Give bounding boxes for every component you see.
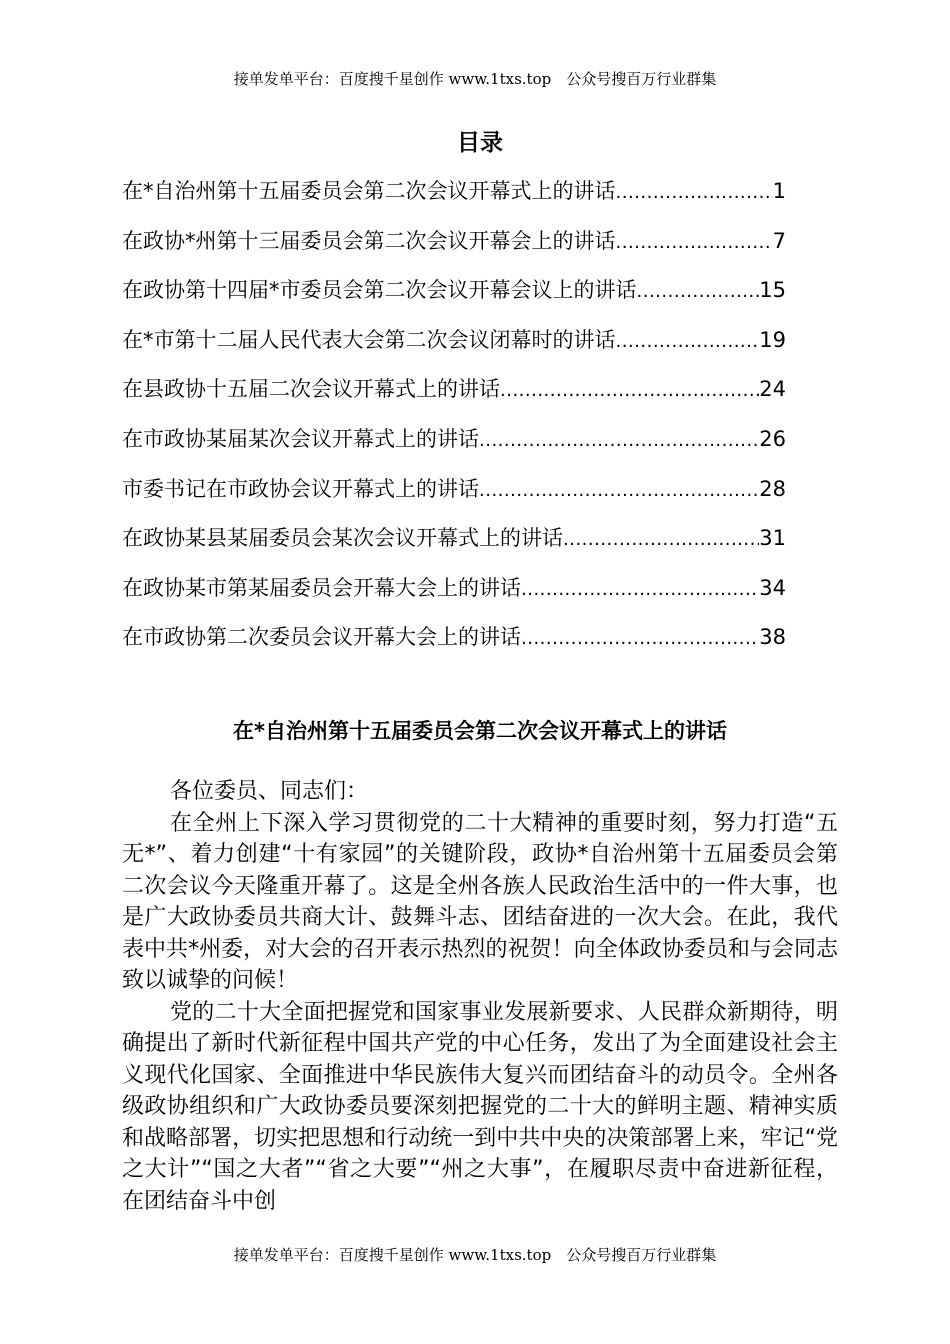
toc-entry-title: 在政协第十四届*市委员会第二次会议开幕会议上的讲话 [122, 278, 637, 303]
toc-entry-page: 19 [759, 327, 786, 352]
toc-dot-leader [616, 220, 773, 266]
toc-entry-page: 7 [772, 228, 786, 253]
toc-dot-leader [563, 517, 759, 563]
toc-dot-leader [637, 269, 760, 315]
page-footer: 接单发单平台：百度搜千星创作 www.1txs.top 公众号搜百万行业群集 [233, 1246, 717, 1264]
toc-entry-page: 26 [759, 426, 786, 451]
toc-entry-title: 在*自治州第十五届委员会第二次会议开幕式上的讲话 [122, 179, 616, 203]
toc-title: 目录 [457, 130, 503, 156]
toc-entry[interactable] [122, 267, 786, 317]
toc-entry-title: 在政协某市第某届委员会开幕大会上的讲话 [122, 575, 521, 600]
toc-entry[interactable] [122, 466, 786, 516]
toc-entry-page: 31 [759, 526, 786, 551]
toc-entry[interactable] [122, 565, 786, 615]
toc-entry[interactable] [122, 168, 786, 218]
toc-dot-leader [479, 468, 759, 514]
article-body [122, 776, 838, 1217]
toc-entry[interactable] [122, 515, 786, 565]
toc-dot-leader [521, 616, 759, 662]
toc-entry[interactable] [122, 614, 786, 664]
toc-entry[interactable] [122, 218, 786, 268]
toc-entry-page: 38 [759, 625, 786, 650]
toc-entry-page: 15 [759, 278, 786, 303]
table-of-contents [122, 168, 786, 664]
toc-entry-page: 34 [759, 575, 786, 600]
toc-entry-title: 在市政协某届某次会议开幕式上的讲话 [122, 426, 479, 451]
toc-entry-title: 在县政协十五届二次会议开幕式上的讲话 [122, 377, 500, 402]
toc-dot-leader [521, 567, 759, 613]
toc-entry-page: 28 [759, 476, 786, 501]
toc-entry-title: 在*市第十二届人民代表大会第二次会议闭幕时的讲话 [122, 327, 616, 352]
toc-entry-title: 在市政协第二次委员会议开幕大会上的讲话 [122, 625, 521, 650]
body-paragraph: 党的二十大全面把握党和国家事业发展新要求、人民群众新期待，明确提出了新时代新征程中国共产党的中心任务，发出了为全面建设社会主义现代化国家、全面推进中华民族伟大复兴而团结奋斗的动员令。全州各级政协组织和广大政协委员要深刻把握党的二十大的鲜明主题、精神实质和战略部署，切实把思想和行动统一到中共中央的决策部署上来，牢记“党之大计”“国之大者”“省之大要”“州之大事”，在履职尽责中奋进新征程，在团结奋斗中创 [122, 999, 838, 1214]
page-header: 接单发单平台：百度搜千星创作 www.1txs.top 公众号搜百万行业群集 [233, 70, 717, 88]
toc-dot-leader [616, 170, 773, 216]
toc-entry-title: 市委书记在市政协会议开幕式上的讲话 [122, 476, 479, 501]
salutation: 各位委员、同志们： [170, 779, 369, 804]
toc-entry-page: 1 [772, 179, 786, 203]
body-paragraph: 在全州上下深入学习贯彻党的二十大精神的重要时刻，努力打造“五无*”、着力创建“十有家园”的关键阶段，政协*自治州第十五届委员会第二次会议今天隆重开幕了。这是全州各族人民政治生活中的一件大事，也是广大政协委员共商大计、鼓舞斗志、团结奋进的一次大会。在此，我代表中共*州委，对大会的召开表示热烈的祝贺！向全体政协委员和与会同志致以诚挚的问候！ [122, 810, 838, 993]
toc-dot-leader [479, 418, 759, 464]
toc-dot-leader [500, 368, 759, 414]
toc-entry-title: 在政协某县某届委员会某次会议开幕式上的讲话 [122, 526, 563, 551]
toc-entry[interactable] [122, 366, 786, 416]
toc-entry-page: 24 [759, 377, 786, 402]
toc-entry[interactable] [122, 317, 786, 367]
toc-entry-title: 在政协*州第十三届委员会第二次会议开幕会上的讲话 [122, 228, 616, 253]
toc-dot-leader [616, 319, 760, 365]
toc-entry[interactable] [122, 416, 786, 466]
article-title: 在*自治州第十五届委员会第二次会议开幕式上的讲话 [233, 719, 727, 743]
